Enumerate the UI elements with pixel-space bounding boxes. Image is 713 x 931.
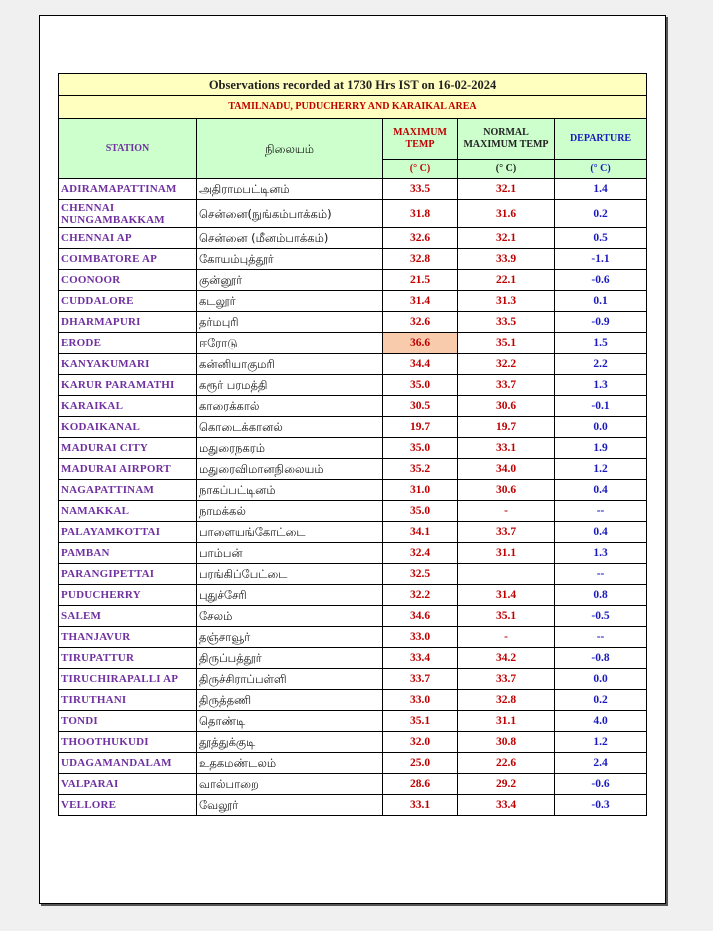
station-cell: TIRUTHANI	[59, 690, 197, 711]
departure-cell: -0.3	[555, 795, 647, 816]
station-cell: CUDDALORE	[59, 291, 197, 312]
tamil-name-cell: நாமக்கல்	[197, 501, 383, 522]
max-temp-cell: 33.7	[383, 669, 458, 690]
table-row	[59, 333, 647, 354]
station-cell: PUDUCHERRY	[59, 585, 197, 606]
table-row	[59, 669, 647, 690]
tamil-name-cell: திருச்சிராப்பள்ளி	[197, 669, 383, 690]
max-temp-cell: 32.0	[383, 732, 458, 753]
departure-header: DEPARTURE	[555, 119, 647, 160]
table-row	[59, 291, 647, 312]
normal-temp-cell: 30.6	[458, 396, 555, 417]
departure-cell: 1.3	[555, 543, 647, 564]
table-row	[59, 690, 647, 711]
max-temp-cell: 34.4	[383, 354, 458, 375]
station-cell: CHENNAI NUNGAMBAKKAM	[59, 200, 197, 228]
max-temp-cell: 31.8	[383, 200, 458, 228]
normal-temp-cell: 32.8	[458, 690, 555, 711]
table-subtitle: TAMILNADU, PUDUCHERRY AND KARAIKAL AREA	[59, 96, 647, 119]
normal-temp-cell: 32.2	[458, 354, 555, 375]
tamil-name-cell: தஞ்சாவூர்	[197, 627, 383, 648]
tamil-name-cell: மதுரைவிமானநிலையம்	[197, 459, 383, 480]
departure-cell: 1.2	[555, 732, 647, 753]
departure-cell: -0.5	[555, 606, 647, 627]
station-cell: VALPARAI	[59, 774, 197, 795]
normal-temp-cell: 31.4	[458, 585, 555, 606]
station-header: STATION	[59, 119, 197, 179]
max-temp-cell: 36.6	[383, 333, 458, 354]
table-row	[59, 459, 647, 480]
table-row	[59, 732, 647, 753]
departure-cell: 0.1	[555, 291, 647, 312]
table-title: Observations recorded at 1730 Hrs IST on 16-02-2024	[59, 74, 647, 96]
departure-cell: 2.2	[555, 354, 647, 375]
station-cell: TIRUPATTUR	[59, 648, 197, 669]
max-temp-cell: 35.1	[383, 711, 458, 732]
departure-cell: 2.4	[555, 753, 647, 774]
normal-temp-cell: 33.4	[458, 795, 555, 816]
normal-temp-cell: 32.1	[458, 179, 555, 200]
tamil-name-cell: தொண்டி	[197, 711, 383, 732]
max-temp-cell: 31.4	[383, 291, 458, 312]
normal-temp-cell: 33.9	[458, 249, 555, 270]
table-row	[59, 627, 647, 648]
max-unit: (° C)	[383, 160, 458, 179]
normal-temp-cell: 32.1	[458, 228, 555, 249]
table-row	[59, 648, 647, 669]
table-row	[59, 585, 647, 606]
max-temp-cell: 32.6	[383, 228, 458, 249]
normal-temp-cell: 34.2	[458, 648, 555, 669]
table-row	[59, 270, 647, 291]
max-temp-cell: 35.0	[383, 375, 458, 396]
table-row	[59, 501, 647, 522]
subtitle-row	[59, 96, 647, 119]
normal-temp-cell: 22.6	[458, 753, 555, 774]
max-temp-cell: 32.8	[383, 249, 458, 270]
station-cell: PARANGIPETTAI	[59, 564, 197, 585]
max-temp-cell: 19.7	[383, 417, 458, 438]
station-cell: KARAIKAL	[59, 396, 197, 417]
tamil-name-cell: திருத்தணி	[197, 690, 383, 711]
normal-temp-cell: 33.5	[458, 312, 555, 333]
tamil-name-cell: புதுச்சேரி	[197, 585, 383, 606]
tamil-header: நிலையம்	[197, 119, 383, 179]
normal-temp-cell: 29.2	[458, 774, 555, 795]
max-temp-cell: 25.0	[383, 753, 458, 774]
tamil-name-cell: தர்மபுரி	[197, 312, 383, 333]
departure-cell: --	[555, 627, 647, 648]
tamil-name-cell: கரூர் பரமத்தி	[197, 375, 383, 396]
departure-cell: 1.2	[555, 459, 647, 480]
station-cell: SALEM	[59, 606, 197, 627]
station-cell: NAMAKKAL	[59, 501, 197, 522]
tamil-name-cell: திருப்பத்தூர்	[197, 648, 383, 669]
normal-temp-cell: 33.7	[458, 375, 555, 396]
max-temp-cell: 33.0	[383, 627, 458, 648]
tamil-name-cell: ஈரோடு	[197, 333, 383, 354]
departure-cell: 0.2	[555, 690, 647, 711]
max-temp-cell: 34.1	[383, 522, 458, 543]
station-cell: DHARMAPURI	[59, 312, 197, 333]
table-row	[59, 200, 647, 228]
departure-cell: 0.2	[555, 200, 647, 228]
tamil-name-cell: உதகமண்டலம்	[197, 753, 383, 774]
station-cell: MADURAI AIRPORT	[59, 459, 197, 480]
table-row	[59, 438, 647, 459]
tamil-name-cell: கன்னியாகுமரி	[197, 354, 383, 375]
normal-temp-cell	[458, 564, 555, 585]
max-temp-cell: 33.4	[383, 648, 458, 669]
max-temp-cell: 33.0	[383, 690, 458, 711]
departure-cell: -0.6	[555, 270, 647, 291]
normal-temp-cell: 31.6	[458, 200, 555, 228]
normal-temp-cell: -	[458, 501, 555, 522]
max-temp-cell: 32.5	[383, 564, 458, 585]
table-row	[59, 417, 647, 438]
station-cell: KANYAKUMARI	[59, 354, 197, 375]
normal-temp-cell: 33.1	[458, 438, 555, 459]
station-cell: KODAIKANAL	[59, 417, 197, 438]
station-cell: ERODE	[59, 333, 197, 354]
max-temp-cell: 35.2	[383, 459, 458, 480]
observations-table	[58, 73, 647, 816]
normal-temp-cell: -	[458, 627, 555, 648]
normal-temp-cell: 35.1	[458, 333, 555, 354]
station-cell: THOOTHUKUDI	[59, 732, 197, 753]
station-cell: MADURAI CITY	[59, 438, 197, 459]
table-row	[59, 480, 647, 501]
tamil-name-cell: குன்னூர்	[197, 270, 383, 291]
max-temp-cell: 28.6	[383, 774, 458, 795]
normal-temp-cell: 33.7	[458, 522, 555, 543]
tamil-name-cell: கொடைக்கானல்	[197, 417, 383, 438]
departure-cell: 1.4	[555, 179, 647, 200]
station-cell: TONDI	[59, 711, 197, 732]
table-row	[59, 312, 647, 333]
departure-unit: (° C)	[555, 160, 647, 179]
max-temp-cell: 33.5	[383, 179, 458, 200]
departure-cell: 0.8	[555, 585, 647, 606]
station-cell: ADIRAMAPATTINAM	[59, 179, 197, 200]
departure-cell: -0.1	[555, 396, 647, 417]
departure-cell: --	[555, 564, 647, 585]
station-cell: KARUR PARAMATHI	[59, 375, 197, 396]
tamil-name-cell: சேலம்	[197, 606, 383, 627]
max-temp-cell: 35.0	[383, 438, 458, 459]
max-temp-cell: 31.0	[383, 480, 458, 501]
normal-temp-cell: 19.7	[458, 417, 555, 438]
departure-cell: 4.0	[555, 711, 647, 732]
departure-cell: --	[555, 501, 647, 522]
normal-temp-cell: 35.1	[458, 606, 555, 627]
normal-temp-cell: 31.1	[458, 543, 555, 564]
table-row	[59, 543, 647, 564]
tamil-name-cell: மதுரைநகரம்	[197, 438, 383, 459]
header-row	[59, 119, 647, 160]
table-row	[59, 396, 647, 417]
departure-cell: -0.6	[555, 774, 647, 795]
max-temp-cell: 34.6	[383, 606, 458, 627]
tamil-name-cell: நாகப்பட்டினம்	[197, 480, 383, 501]
departure-cell: 1.9	[555, 438, 647, 459]
station-cell: UDAGAMANDALAM	[59, 753, 197, 774]
normal-temp-cell: 30.8	[458, 732, 555, 753]
table-row	[59, 522, 647, 543]
title-row	[59, 74, 647, 96]
normal-temp-cell: 31.1	[458, 711, 555, 732]
station-cell: PALAYAMKOTTAI	[59, 522, 197, 543]
tamil-name-cell: கோயம்புத்தூர்	[197, 249, 383, 270]
normal-unit: (° C)	[458, 160, 555, 179]
tamil-name-cell: பாம்பன்	[197, 543, 383, 564]
normal-temp-cell: 33.7	[458, 669, 555, 690]
departure-cell: 0.5	[555, 228, 647, 249]
normal-temp-cell: 22.1	[458, 270, 555, 291]
max-temp-cell: 33.1	[383, 795, 458, 816]
table-row	[59, 606, 647, 627]
station-cell: VELLORE	[59, 795, 197, 816]
max-temp-cell: 32.2	[383, 585, 458, 606]
station-cell: TIRUCHIRAPALLI AP	[59, 669, 197, 690]
tamil-name-cell: வால்பாறை	[197, 774, 383, 795]
table-row	[59, 753, 647, 774]
departure-cell: 1.3	[555, 375, 647, 396]
station-cell: COIMBATORE AP	[59, 249, 197, 270]
table-row	[59, 228, 647, 249]
station-cell: THANJAVUR	[59, 627, 197, 648]
tamil-name-cell: தூத்துக்குடி	[197, 732, 383, 753]
station-cell: PAMBAN	[59, 543, 197, 564]
max-temp-cell: 21.5	[383, 270, 458, 291]
table-row	[59, 249, 647, 270]
tamil-name-cell: வேலூர்	[197, 795, 383, 816]
report-page	[39, 15, 666, 904]
table-row	[59, 711, 647, 732]
tamil-name-cell: காரைக்கால்	[197, 396, 383, 417]
normal-temp-cell: 31.3	[458, 291, 555, 312]
departure-cell: -0.9	[555, 312, 647, 333]
tamil-name-cell: பாளையங்கோட்டை	[197, 522, 383, 543]
max-temp-cell: 30.5	[383, 396, 458, 417]
tamil-name-cell: பரங்கிப்பேட்டை	[197, 564, 383, 585]
table-row	[59, 774, 647, 795]
departure-cell: 1.5	[555, 333, 647, 354]
max-temp-cell: 35.0	[383, 501, 458, 522]
max-temp-header: MAXIMUM TEMP	[383, 119, 458, 160]
table-row	[59, 795, 647, 816]
tamil-name-cell: அதிராமபட்டினம்	[197, 179, 383, 200]
station-cell: COONOOR	[59, 270, 197, 291]
tamil-name-cell: சென்னை(நுங்கம்பாக்கம்)	[197, 200, 383, 228]
departure-cell: 0.4	[555, 522, 647, 543]
station-cell: CHENNAI AP	[59, 228, 197, 249]
table-row	[59, 179, 647, 200]
tamil-name-cell: சென்னை (மீனம்பாக்கம்)	[197, 228, 383, 249]
normal-temp-cell: 30.6	[458, 480, 555, 501]
normal-temp-cell: 34.0	[458, 459, 555, 480]
departure-cell: -1.1	[555, 249, 647, 270]
table-row	[59, 564, 647, 585]
station-cell: NAGAPATTINAM	[59, 480, 197, 501]
departure-cell: -0.8	[555, 648, 647, 669]
table-row	[59, 354, 647, 375]
table-row	[59, 375, 647, 396]
max-temp-cell: 32.6	[383, 312, 458, 333]
departure-cell: 0.4	[555, 480, 647, 501]
departure-cell: 0.0	[555, 669, 647, 690]
max-temp-cell: 32.4	[383, 543, 458, 564]
normal-temp-header: NORMAL MAXIMUM TEMP	[458, 119, 555, 160]
departure-cell: 0.0	[555, 417, 647, 438]
tamil-name-cell: கடலூர்	[197, 291, 383, 312]
